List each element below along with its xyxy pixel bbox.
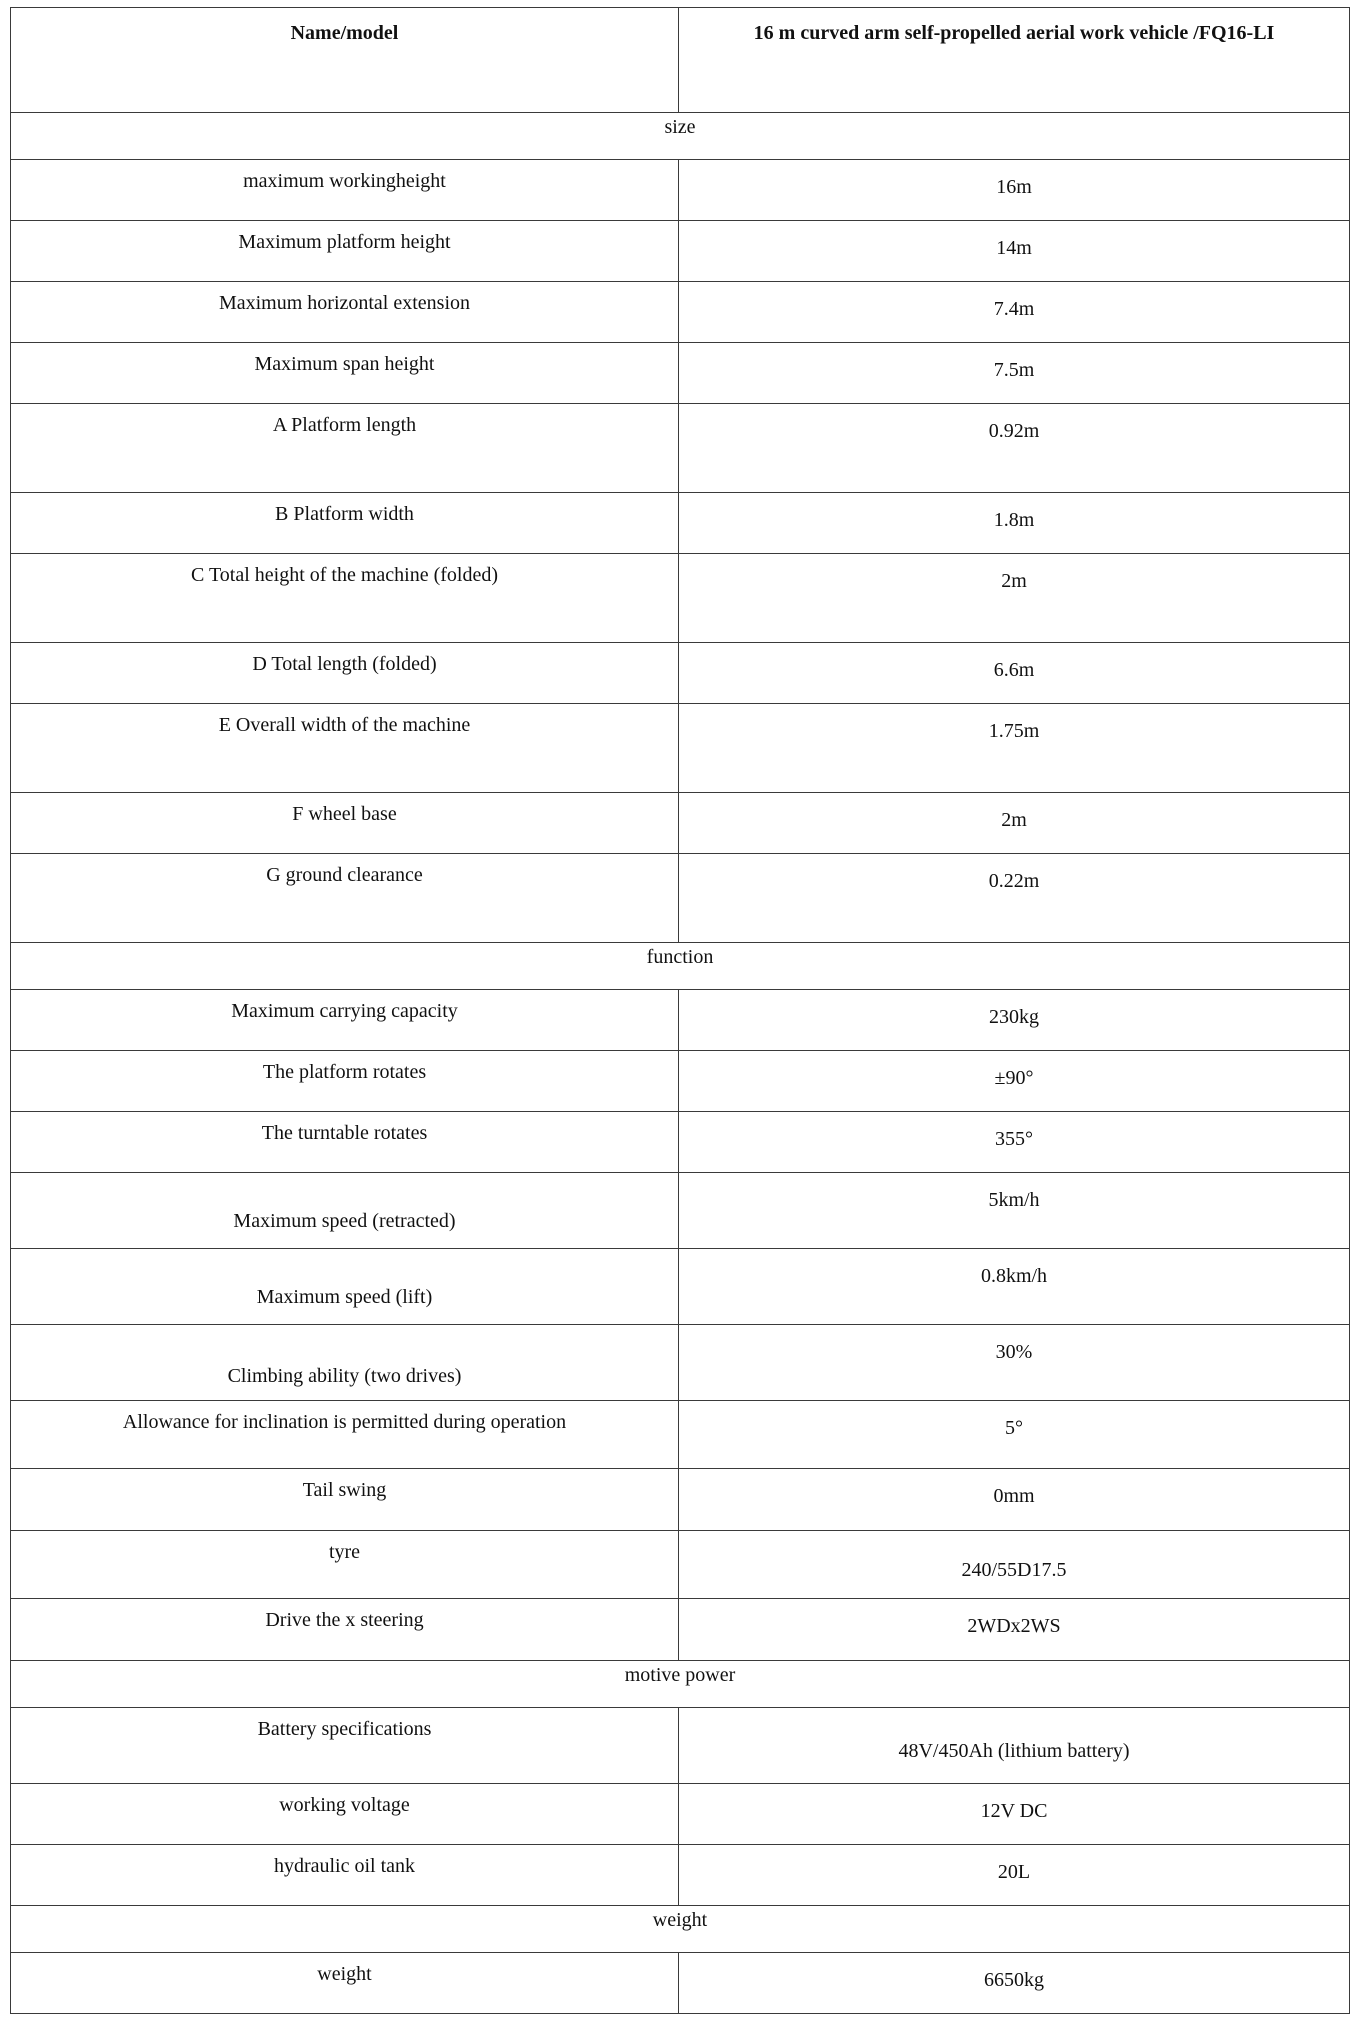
spec-value: 5km/h [679, 1173, 1350, 1249]
spec-row [11, 1469, 1350, 1531]
spec-label: Maximum carrying capacity [11, 990, 679, 1051]
spec-row [11, 1249, 1350, 1325]
spec-value: 48V/450Ah (lithium battery) [679, 1708, 1350, 1784]
spec-row [11, 1401, 1350, 1469]
spec-row [11, 990, 1350, 1051]
spec-value: 230kg [679, 990, 1350, 1051]
section-row [11, 1661, 1350, 1708]
spec-row [11, 404, 1350, 493]
spec-label: Allowance for inclination is permitted during operation [11, 1401, 679, 1469]
spec-label: The platform rotates [11, 1051, 679, 1112]
spec-row [11, 1599, 1350, 1661]
spec-value: 240/55D17.5 [679, 1531, 1350, 1599]
spec-value: 1.75m [679, 704, 1350, 793]
section-title: weight [11, 1906, 1350, 1953]
spec-row [11, 160, 1350, 221]
spec-label: Tail swing [11, 1469, 679, 1531]
spec-row [11, 1531, 1350, 1599]
section-row [11, 113, 1350, 160]
spec-value: 6.6m [679, 643, 1350, 704]
spec-label: hydraulic oil tank [11, 1845, 679, 1906]
spec-row [11, 1173, 1350, 1249]
spec-label: A Platform length [11, 404, 679, 493]
spec-label: G ground clearance [11, 854, 679, 943]
spec-label: tyre [11, 1531, 679, 1599]
section-title: size [11, 113, 1350, 160]
spec-row [11, 493, 1350, 554]
spec-row [11, 343, 1350, 404]
spec-row [11, 554, 1350, 643]
spec-value: ±90° [679, 1051, 1350, 1112]
section-row [11, 1906, 1350, 1953]
spec-label: F wheel base [11, 793, 679, 854]
spec-value: 14m [679, 221, 1350, 282]
spec-value: 0.8km/h [679, 1249, 1350, 1325]
spec-value: 0.22m [679, 854, 1350, 943]
section-row [11, 943, 1350, 990]
spec-row [11, 1953, 1350, 2014]
spec-value: 5° [679, 1401, 1350, 1469]
header-model: 16 m curved arm self-propelled aerial work vehicle /FQ16-LI [679, 8, 1350, 113]
spec-row [11, 643, 1350, 704]
spec-table [10, 7, 1350, 2014]
spec-row [11, 854, 1350, 943]
spec-row [11, 793, 1350, 854]
spec-label: working voltage [11, 1784, 679, 1845]
spec-label: D Total length (folded) [11, 643, 679, 704]
spec-label: Maximum speed (retracted) [11, 1173, 679, 1249]
spec-value: 20L [679, 1845, 1350, 1906]
spec-value: 16m [679, 160, 1350, 221]
spec-label: The turntable rotates [11, 1112, 679, 1173]
spec-row [11, 704, 1350, 793]
spec-value: 12V DC [679, 1784, 1350, 1845]
spec-value: 0.92m [679, 404, 1350, 493]
spec-value: 2m [679, 793, 1350, 854]
spec-value: 355° [679, 1112, 1350, 1173]
spec-table-body [11, 8, 1350, 2014]
spec-row [11, 1112, 1350, 1173]
section-title: function [11, 943, 1350, 990]
spec-row [11, 1708, 1350, 1784]
spec-label: Maximum horizontal extension [11, 282, 679, 343]
spec-row [11, 1845, 1350, 1906]
spec-label: Maximum span height [11, 343, 679, 404]
section-title: motive power [11, 1661, 1350, 1708]
spec-label: Climbing ability (two drives) [11, 1325, 679, 1401]
spec-label: maximum workingheight [11, 160, 679, 221]
spec-label: weight [11, 1953, 679, 2014]
spec-row [11, 1784, 1350, 1845]
spec-value: 30% [679, 1325, 1350, 1401]
spec-value: 1.8m [679, 493, 1350, 554]
spec-label: Maximum platform height [11, 221, 679, 282]
spec-row [11, 282, 1350, 343]
spec-value: 7.5m [679, 343, 1350, 404]
spec-label: B Platform width [11, 493, 679, 554]
spec-value: 7.4m [679, 282, 1350, 343]
spec-label: C Total height of the machine (folded) [11, 554, 679, 643]
spec-row [11, 1325, 1350, 1401]
spec-label: Battery specifications [11, 1708, 679, 1784]
spec-value: 2m [679, 554, 1350, 643]
spec-row [11, 1051, 1350, 1112]
spec-label: Maximum speed (lift) [11, 1249, 679, 1325]
header-name-label: Name/model [11, 8, 679, 113]
spec-value: 0mm [679, 1469, 1350, 1531]
header-row [11, 8, 1350, 113]
spec-row [11, 221, 1350, 282]
spec-value: 6650kg [679, 1953, 1350, 2014]
spec-label: Drive the x steering [11, 1599, 679, 1661]
spec-label: E Overall width of the machine [11, 704, 679, 793]
spec-value: 2WDx2WS [679, 1599, 1350, 1661]
